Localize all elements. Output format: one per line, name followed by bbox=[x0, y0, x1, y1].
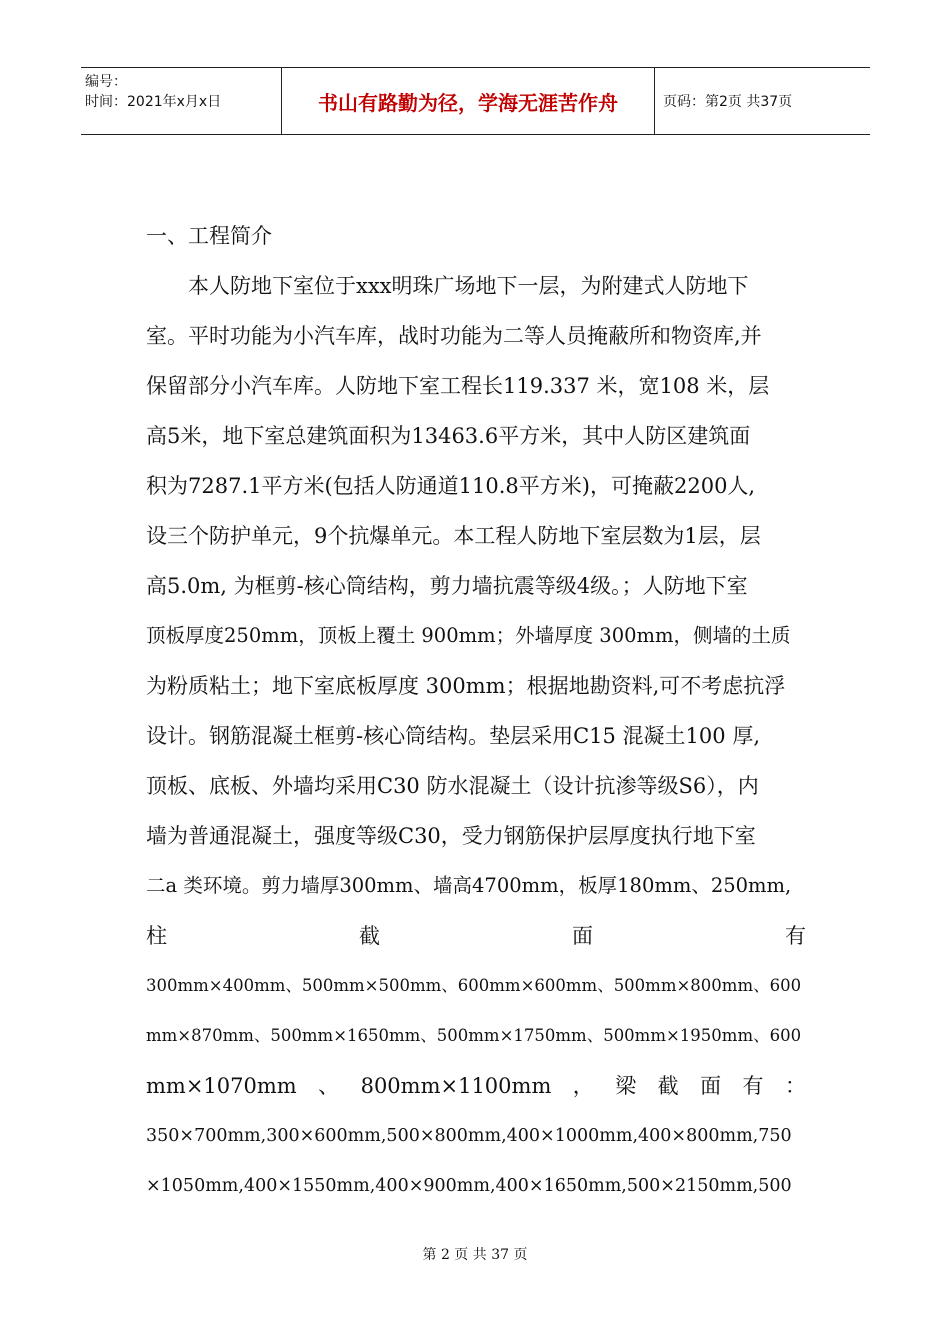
beam-sections-line bbox=[146, 1068, 806, 1118]
word: 、 bbox=[318, 1074, 340, 1098]
paragraph-line: 保留部分小汽车库。人防地下室工程长119.337 米，宽108 米，层 bbox=[146, 374, 770, 398]
document-body bbox=[146, 218, 806, 1218]
word: 截 bbox=[657, 1074, 679, 1098]
paragraph-line: 高5.0m, 为框剪-核心筒结构，剪力墙抗震等级4级。；人防地下室 bbox=[146, 574, 748, 598]
header-motto: 书山有路勤为径，学海无涯苦作舟 bbox=[282, 68, 655, 134]
paragraph-line: 设三个防护单元，9个抗爆单元。本工程人防地下室层数为1层，层 bbox=[146, 524, 761, 548]
header-meta bbox=[81, 68, 282, 134]
paragraph-line: mm×870mm、500mm×1650mm、500mm×1750mm、500mm×1950mm、600 bbox=[146, 1026, 802, 1045]
paragraph-line: 积为7287.1平方米(包括人防通道110.8平方米)，可掩蔽2200人, bbox=[146, 474, 756, 498]
word: 面 bbox=[572, 924, 593, 948]
word: 柱 bbox=[146, 924, 167, 948]
number-label: 编号： bbox=[85, 74, 127, 90]
paragraph-line: 二a 类环境。剪力墙厚300mm、墙高4700mm，板厚180mm、250mm, bbox=[146, 874, 792, 897]
paragraph-line: 为粉质粘土；地下室底板厚度 300mm；根据地勘资料,可不考虑抗浮 bbox=[146, 674, 786, 698]
word: 有 bbox=[785, 924, 806, 948]
paragraph-line: 本人防地下室位于xxx明珠广场地下一层，为附建式人防地下 bbox=[188, 274, 749, 298]
paragraph-line: 顶板厚度250mm，顶板上覆土 900mm；外墙厚度 300mm，侧墙的土质 bbox=[146, 624, 791, 647]
section-heading: 一、工程简介 bbox=[146, 224, 272, 248]
word: ： bbox=[784, 1074, 806, 1098]
word: 有 bbox=[742, 1074, 764, 1098]
header-page-info: 页码：第2页 共37页 bbox=[663, 94, 793, 110]
word: ， bbox=[572, 1074, 594, 1098]
date-label: 时间：2021年x月x日 bbox=[85, 94, 222, 110]
word: 梁 bbox=[615, 1074, 637, 1098]
page-header bbox=[81, 67, 870, 135]
page-footer: 第 2 页 共 37 页 bbox=[422, 1247, 528, 1263]
paragraph-line: 350×700mm,300×600mm,500×800mm,400×1000mm,400×800mm,750 bbox=[146, 1126, 792, 1146]
column-sections-line bbox=[146, 918, 806, 968]
word: 800mm×1100mm bbox=[360, 1074, 552, 1098]
paragraph-line: 设计。钢筋混凝土框剪-核心筒结构。垫层采用C15 混凝土100 厚, bbox=[146, 724, 760, 748]
word: mm×1070mm bbox=[146, 1074, 297, 1098]
paragraph-line: 高5米，地下室总建筑面积为13463.6平方米，其中人防区建筑面 bbox=[146, 424, 751, 448]
paragraph-line: 300mm×400mm、500mm×500mm、600mm×600mm、500mm×800mm、600 bbox=[146, 976, 802, 995]
word: 截 bbox=[359, 924, 380, 948]
paragraph-line: 墙为普通混凝土，强度等级C30，受力钢筋保护层厚度执行地下室 bbox=[146, 824, 756, 848]
paragraph-line: ×1050mm,400×1550mm,400×900mm,400×1650mm,500×2150mm,500 bbox=[146, 1176, 792, 1196]
paragraph-line: 室。平时功能为小汽车库，战时功能为二等人员掩蔽所和物资库,并 bbox=[146, 324, 762, 348]
word: 面 bbox=[700, 1074, 722, 1098]
paragraph-line: 顶板、底板、外墙均采用C30 防水混凝土（设计抗渗等级S6），内 bbox=[146, 774, 759, 798]
